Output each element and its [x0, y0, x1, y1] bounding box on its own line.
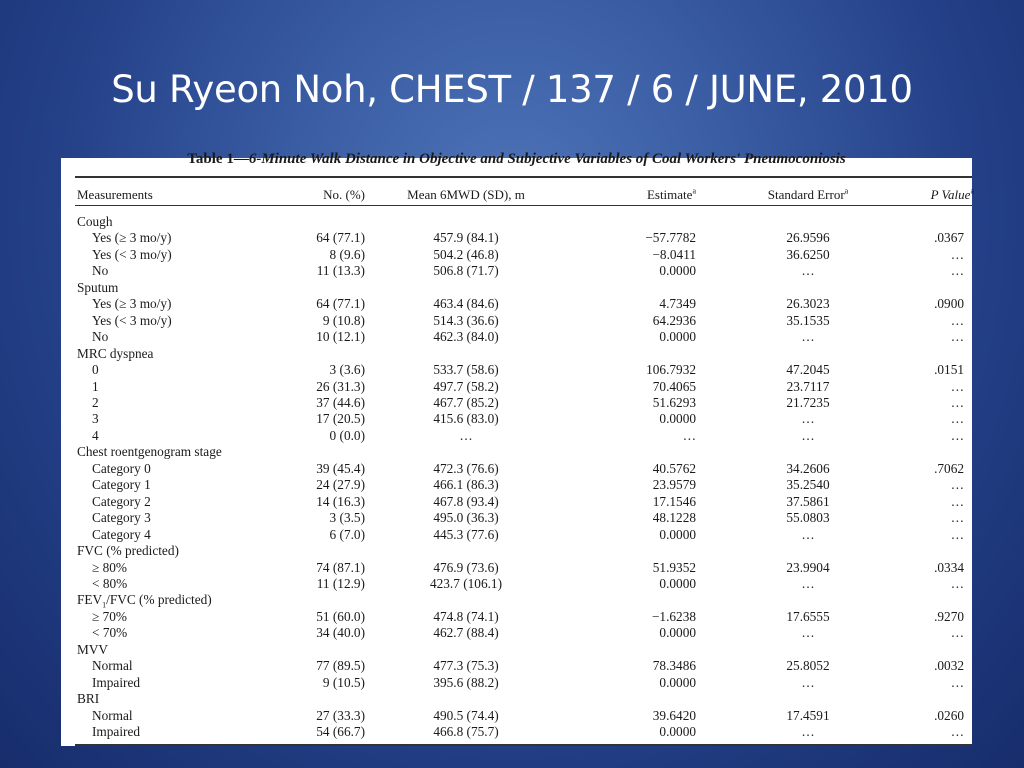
mean-6mwd-cell: 472.3 (76.6) [433, 460, 499, 476]
number-cell: 37 (44.6) [316, 394, 365, 410]
mean-6mwd-cell: 476.9 (73.6) [433, 559, 499, 575]
table-row [61, 411, 972, 427]
table-row [61, 379, 972, 395]
label-subscript: 1 [102, 601, 107, 611]
table-bottom-rule [75, 744, 972, 746]
p-value-cell: … [950, 329, 964, 345]
table-header-row [61, 187, 972, 203]
table-row [61, 230, 972, 246]
estimate-cell: 0.0000 [659, 724, 696, 740]
number-cell: 24 (27.9) [316, 477, 365, 493]
measurement-label [92, 461, 151, 477]
header-standard-error [743, 187, 873, 203]
estimate-cell: 0.0000 [659, 329, 696, 345]
table-group-row [61, 592, 972, 611]
label-text: Category 3 [92, 510, 151, 526]
estimate-cell: −8.0411 [652, 246, 696, 262]
number-cell: 11 (12.9) [316, 575, 365, 591]
measurement-label [92, 494, 151, 510]
number-cell: 27 (33.3) [316, 707, 365, 723]
measurement-label [92, 477, 151, 493]
p-value-cell: .0032 [934, 658, 964, 674]
slide-title: Su Ryeon Noh, CHEST / 137 / 6 / JUNE, 2010 [111, 68, 913, 111]
header-p-value-note: a [970, 186, 974, 196]
measurement-label [92, 510, 151, 526]
measurement-label [92, 263, 108, 279]
table-caption-lead: Table 1— [187, 151, 249, 167]
mean-6mwd-cell: 490.5 (74.4) [433, 707, 499, 723]
mean-6mwd-cell: 497.7 (58.2) [433, 378, 499, 394]
mean-6mwd-cell: 514.3 (36.6) [433, 312, 499, 328]
number-cell: 64 (77.1) [316, 230, 365, 246]
number-cell: 3 (3.5) [329, 510, 365, 526]
table-row [61, 724, 972, 740]
number-cell: 77 (89.5) [316, 658, 365, 674]
measurement-label [92, 560, 127, 576]
estimate-cell: 64.2936 [652, 312, 696, 328]
mean-6mwd-cell: 415.6 (83.0) [433, 411, 499, 427]
mean-6mwd-cell: 395.6 (88.2) [433, 674, 499, 690]
mean-6mwd-cell: … [459, 427, 473, 443]
standard-error-cell: 23.7117 [786, 378, 830, 394]
measurement-label [92, 609, 127, 625]
p-value-cell: … [950, 411, 964, 427]
p-value-cell: … [950, 510, 964, 526]
table-row [61, 263, 972, 279]
label-text: Impaired [92, 724, 140, 740]
p-value-cell: … [950, 477, 964, 493]
header-estimate-label: Estimate [646, 187, 693, 202]
label-text: Cough [77, 214, 113, 229]
table-row [61, 625, 972, 641]
p-value-cell: .0367 [934, 230, 964, 246]
standard-error-cell: 21.7235 [786, 394, 830, 410]
table-group-row [61, 642, 972, 658]
standard-error-cell: 35.1535 [786, 312, 830, 328]
estimate-cell: 0.0000 [659, 625, 696, 641]
measurement-label [92, 411, 99, 427]
table-row [61, 461, 972, 477]
p-value-cell: .9270 [934, 608, 964, 624]
label-text: 4 [92, 427, 99, 443]
label-text: Category 1 [92, 477, 151, 493]
p-value-cell: … [950, 493, 964, 509]
group-label [77, 642, 108, 658]
table-row [61, 527, 972, 543]
estimate-cell: −57.7782 [645, 230, 696, 246]
number-cell: 10 (12.1) [316, 329, 365, 345]
label-text: Normal [92, 658, 133, 674]
table-caption [61, 151, 972, 168]
number-cell: 14 (16.3) [316, 493, 365, 509]
number-cell: 74 (87.1) [316, 559, 365, 575]
standard-error-cell: 25.8052 [786, 658, 830, 674]
estimate-cell: 51.9352 [652, 559, 696, 575]
label-text: 0 [92, 362, 99, 378]
label-text: Impaired [92, 674, 140, 690]
standard-error-cell: … [801, 674, 815, 690]
standard-error-cell: 17.6555 [786, 608, 830, 624]
table-row [61, 675, 972, 691]
table-group-row [61, 691, 972, 707]
table-group-row [61, 280, 972, 296]
mean-6mwd-cell: 474.8 (74.1) [433, 608, 499, 624]
label-text: ≥ 70% [92, 608, 127, 624]
standard-error-cell: 23.9904 [786, 559, 830, 575]
table-row [61, 296, 972, 312]
number-cell: 26 (31.3) [316, 378, 365, 394]
number-cell: 17 (20.5) [316, 411, 365, 427]
table-group-row [61, 543, 972, 559]
table-group-row [61, 444, 972, 460]
measurement-label [92, 379, 99, 395]
mean-6mwd-cell: 463.4 (84.6) [433, 296, 499, 312]
mean-6mwd-cell: 423.7 (106.1) [429, 575, 503, 591]
table-caption-text: 6-Minute Walk Distance in Objective and Subjective Variables of Coal Workers' Pneumoconiosis [248, 151, 846, 167]
table-row [61, 247, 972, 263]
number-cell: 3 (3.6) [329, 362, 365, 378]
table-row [61, 560, 972, 576]
estimate-cell: 78.3486 [652, 658, 696, 674]
group-label [77, 444, 222, 460]
measurement-label [92, 362, 99, 378]
number-cell: 9 (10.5) [322, 674, 365, 690]
number-cell: 54 (66.7) [316, 724, 365, 740]
p-value-cell: … [950, 312, 964, 328]
p-value-cell: … [950, 246, 964, 262]
standard-error-cell: 36.6250 [786, 246, 830, 262]
standard-error-cell: … [801, 575, 815, 591]
label-text: < 70% [92, 625, 128, 641]
standard-error-cell: … [801, 427, 815, 443]
p-value-cell: .0334 [934, 559, 964, 575]
label-text: Normal [92, 707, 133, 723]
p-value-cell: … [950, 625, 964, 641]
standard-error-cell: … [801, 411, 815, 427]
table-row [61, 428, 972, 444]
measurement-label [92, 675, 140, 691]
estimate-cell: 0.0000 [659, 263, 696, 279]
measurement-label [92, 527, 151, 543]
table-row [61, 658, 972, 674]
table-row [61, 362, 972, 378]
p-value-cell: … [950, 575, 964, 591]
table-header-rule [75, 205, 972, 206]
table-body [61, 214, 972, 741]
header-p-value [911, 187, 974, 203]
table-row [61, 510, 972, 526]
mean-6mwd-cell: 466.8 (75.7) [433, 724, 499, 740]
header-number: No. (%) [323, 187, 365, 202]
label-text: 3 [92, 411, 99, 427]
mean-6mwd-cell: 462.3 (84.0) [433, 329, 499, 345]
standard-error-cell: 35.2540 [786, 477, 830, 493]
table-row [61, 477, 972, 493]
label-text: Category 4 [92, 526, 151, 542]
standard-error-cell: 26.9596 [786, 230, 830, 246]
estimate-cell: 17.1546 [652, 493, 696, 509]
standard-error-cell: 17.4591 [786, 707, 830, 723]
p-value-cell: .0151 [934, 362, 964, 378]
measurement-label [92, 625, 127, 641]
label-text: No [92, 329, 109, 345]
group-label [77, 592, 212, 611]
estimate-cell: −1.6238 [651, 608, 696, 624]
mean-6mwd-cell: 466.1 (86.3) [433, 477, 499, 493]
number-cell: 11 (13.3) [316, 263, 365, 279]
p-value-cell: .0260 [934, 707, 964, 723]
measurement-label [92, 313, 172, 329]
table-image [61, 151, 974, 746]
standard-error-cell: … [801, 329, 815, 345]
table-row [61, 609, 972, 625]
measurement-label [92, 576, 127, 592]
p-value-cell: … [950, 394, 964, 410]
mean-6mwd-cell: 457.9 (84.1) [433, 230, 499, 246]
estimate-cell: 70.4065 [652, 378, 696, 394]
label-text: < 80% [92, 575, 128, 591]
p-value-cell: … [950, 263, 964, 279]
mean-6mwd-cell: 467.7 (85.2) [433, 394, 499, 410]
p-value-cell: … [950, 427, 964, 443]
standard-error-cell: … [801, 263, 815, 279]
estimate-cell: 0.0000 [659, 575, 696, 591]
number-cell: 8 (9.6) [329, 246, 365, 262]
group-label [77, 280, 118, 296]
label-text: 2 [92, 394, 99, 410]
label-text: MRC dyspnea [77, 345, 154, 361]
standard-error-cell: 34.2606 [786, 460, 830, 476]
table-group-row [61, 214, 972, 230]
mean-6mwd-cell: 445.3 (77.6) [433, 526, 499, 542]
measurement-label [92, 724, 140, 740]
label-text: Category 0 [92, 460, 151, 476]
measurement-label [92, 395, 99, 411]
mean-6mwd-cell: 467.8 (93.4) [433, 493, 499, 509]
label-text: BRI [77, 691, 100, 707]
number-cell: 51 (60.0) [316, 608, 365, 624]
estimate-cell: 23.9579 [652, 477, 696, 493]
group-label [77, 691, 99, 707]
standard-error-cell: … [801, 724, 815, 740]
label-text: Category 2 [92, 493, 151, 509]
group-label [77, 543, 179, 559]
estimate-cell: 40.5762 [652, 460, 696, 476]
measurement-label [92, 247, 172, 263]
label-text: Chest roentgenogram stage [77, 444, 222, 460]
header-estimate-note: a [692, 186, 696, 196]
measurement-label [92, 708, 133, 724]
standard-error-cell: … [801, 625, 815, 641]
table-row [61, 395, 972, 411]
table-row [61, 576, 972, 592]
table-group-row [61, 346, 972, 362]
label-text: MVV [77, 641, 109, 657]
table-row [61, 329, 972, 345]
mean-6mwd-cell: 506.8 (71.7) [433, 263, 499, 279]
header-standard-error-label: Standard Error [767, 187, 845, 202]
table-top-rule [75, 176, 972, 178]
p-value-cell: … [950, 674, 964, 690]
number-cell: 39 (45.4) [316, 460, 365, 476]
estimate-cell: 0.0000 [659, 411, 696, 427]
mean-6mwd-cell: 495.0 (36.3) [433, 510, 499, 526]
label-text: Sputum [77, 279, 119, 295]
mean-6mwd-cell: 462.7 (88.4) [433, 625, 499, 641]
label-text: Yes (≥ 3 mo/y) [92, 296, 172, 312]
number-cell: 34 (40.0) [316, 625, 365, 641]
table-row [61, 494, 972, 510]
header-estimate [616, 187, 696, 203]
number-cell: 6 (7.0) [329, 526, 365, 542]
estimate-cell: 39.6420 [652, 707, 696, 723]
estimate-cell: 0.0000 [659, 674, 696, 690]
standard-error-cell: 55.0803 [786, 510, 830, 526]
mean-6mwd-cell: 504.2 (46.8) [433, 246, 499, 262]
p-value-cell: … [950, 724, 964, 740]
standard-error-cell: … [801, 526, 815, 542]
label-text: 1 [92, 378, 99, 394]
standard-error-cell: 47.2045 [786, 362, 830, 378]
p-value-cell: … [950, 378, 964, 394]
measurement-label [92, 230, 171, 246]
p-value-cell: .7062 [934, 460, 964, 476]
group-label [77, 346, 153, 362]
estimate-cell: 4.7349 [659, 296, 696, 312]
estimate-cell: 51.6293 [652, 394, 696, 410]
label-text: FEV [77, 592, 103, 608]
measurement-label [92, 329, 108, 345]
p-value-cell: … [950, 526, 964, 542]
table-row [61, 313, 972, 329]
group-label [77, 214, 112, 230]
measurement-label [92, 296, 171, 312]
label-text: FVC (% predicted) [77, 543, 179, 559]
mean-6mwd-cell: 533.7 (58.6) [433, 362, 499, 378]
number-cell: 64 (77.1) [316, 296, 365, 312]
header-measurements: Measurements [77, 187, 153, 202]
number-cell: 9 (10.8) [322, 312, 365, 328]
estimate-cell: 0.0000 [659, 526, 696, 542]
number-cell: 0 (0.0) [329, 427, 365, 443]
label-text: ≥ 80% [92, 559, 127, 575]
estimate-cell: 106.7932 [646, 362, 696, 378]
estimate-cell: 48.1228 [652, 510, 696, 526]
label-text: Yes (< 3 mo/y) [92, 246, 172, 262]
header-mean-6mwd: Mean 6MWD (SD), m [407, 187, 525, 202]
measurement-label [92, 658, 133, 674]
measurement-label [92, 428, 99, 444]
estimate-cell: … [682, 427, 696, 443]
p-value-cell: .0900 [934, 296, 964, 312]
table-row [61, 708, 972, 724]
header-standard-error-note: a [844, 186, 849, 196]
label-text: No [92, 263, 109, 279]
standard-error-cell: 37.5861 [786, 493, 830, 509]
label-text: Yes (≥ 3 mo/y) [92, 230, 172, 246]
mean-6mwd-cell: 477.3 (75.3) [433, 658, 499, 674]
label-text: Yes (< 3 mo/y) [92, 312, 172, 328]
header-p-value-label: P Value [930, 187, 971, 202]
label-tail: /FVC (% predicted) [106, 592, 212, 608]
standard-error-cell: 26.3023 [786, 296, 830, 312]
